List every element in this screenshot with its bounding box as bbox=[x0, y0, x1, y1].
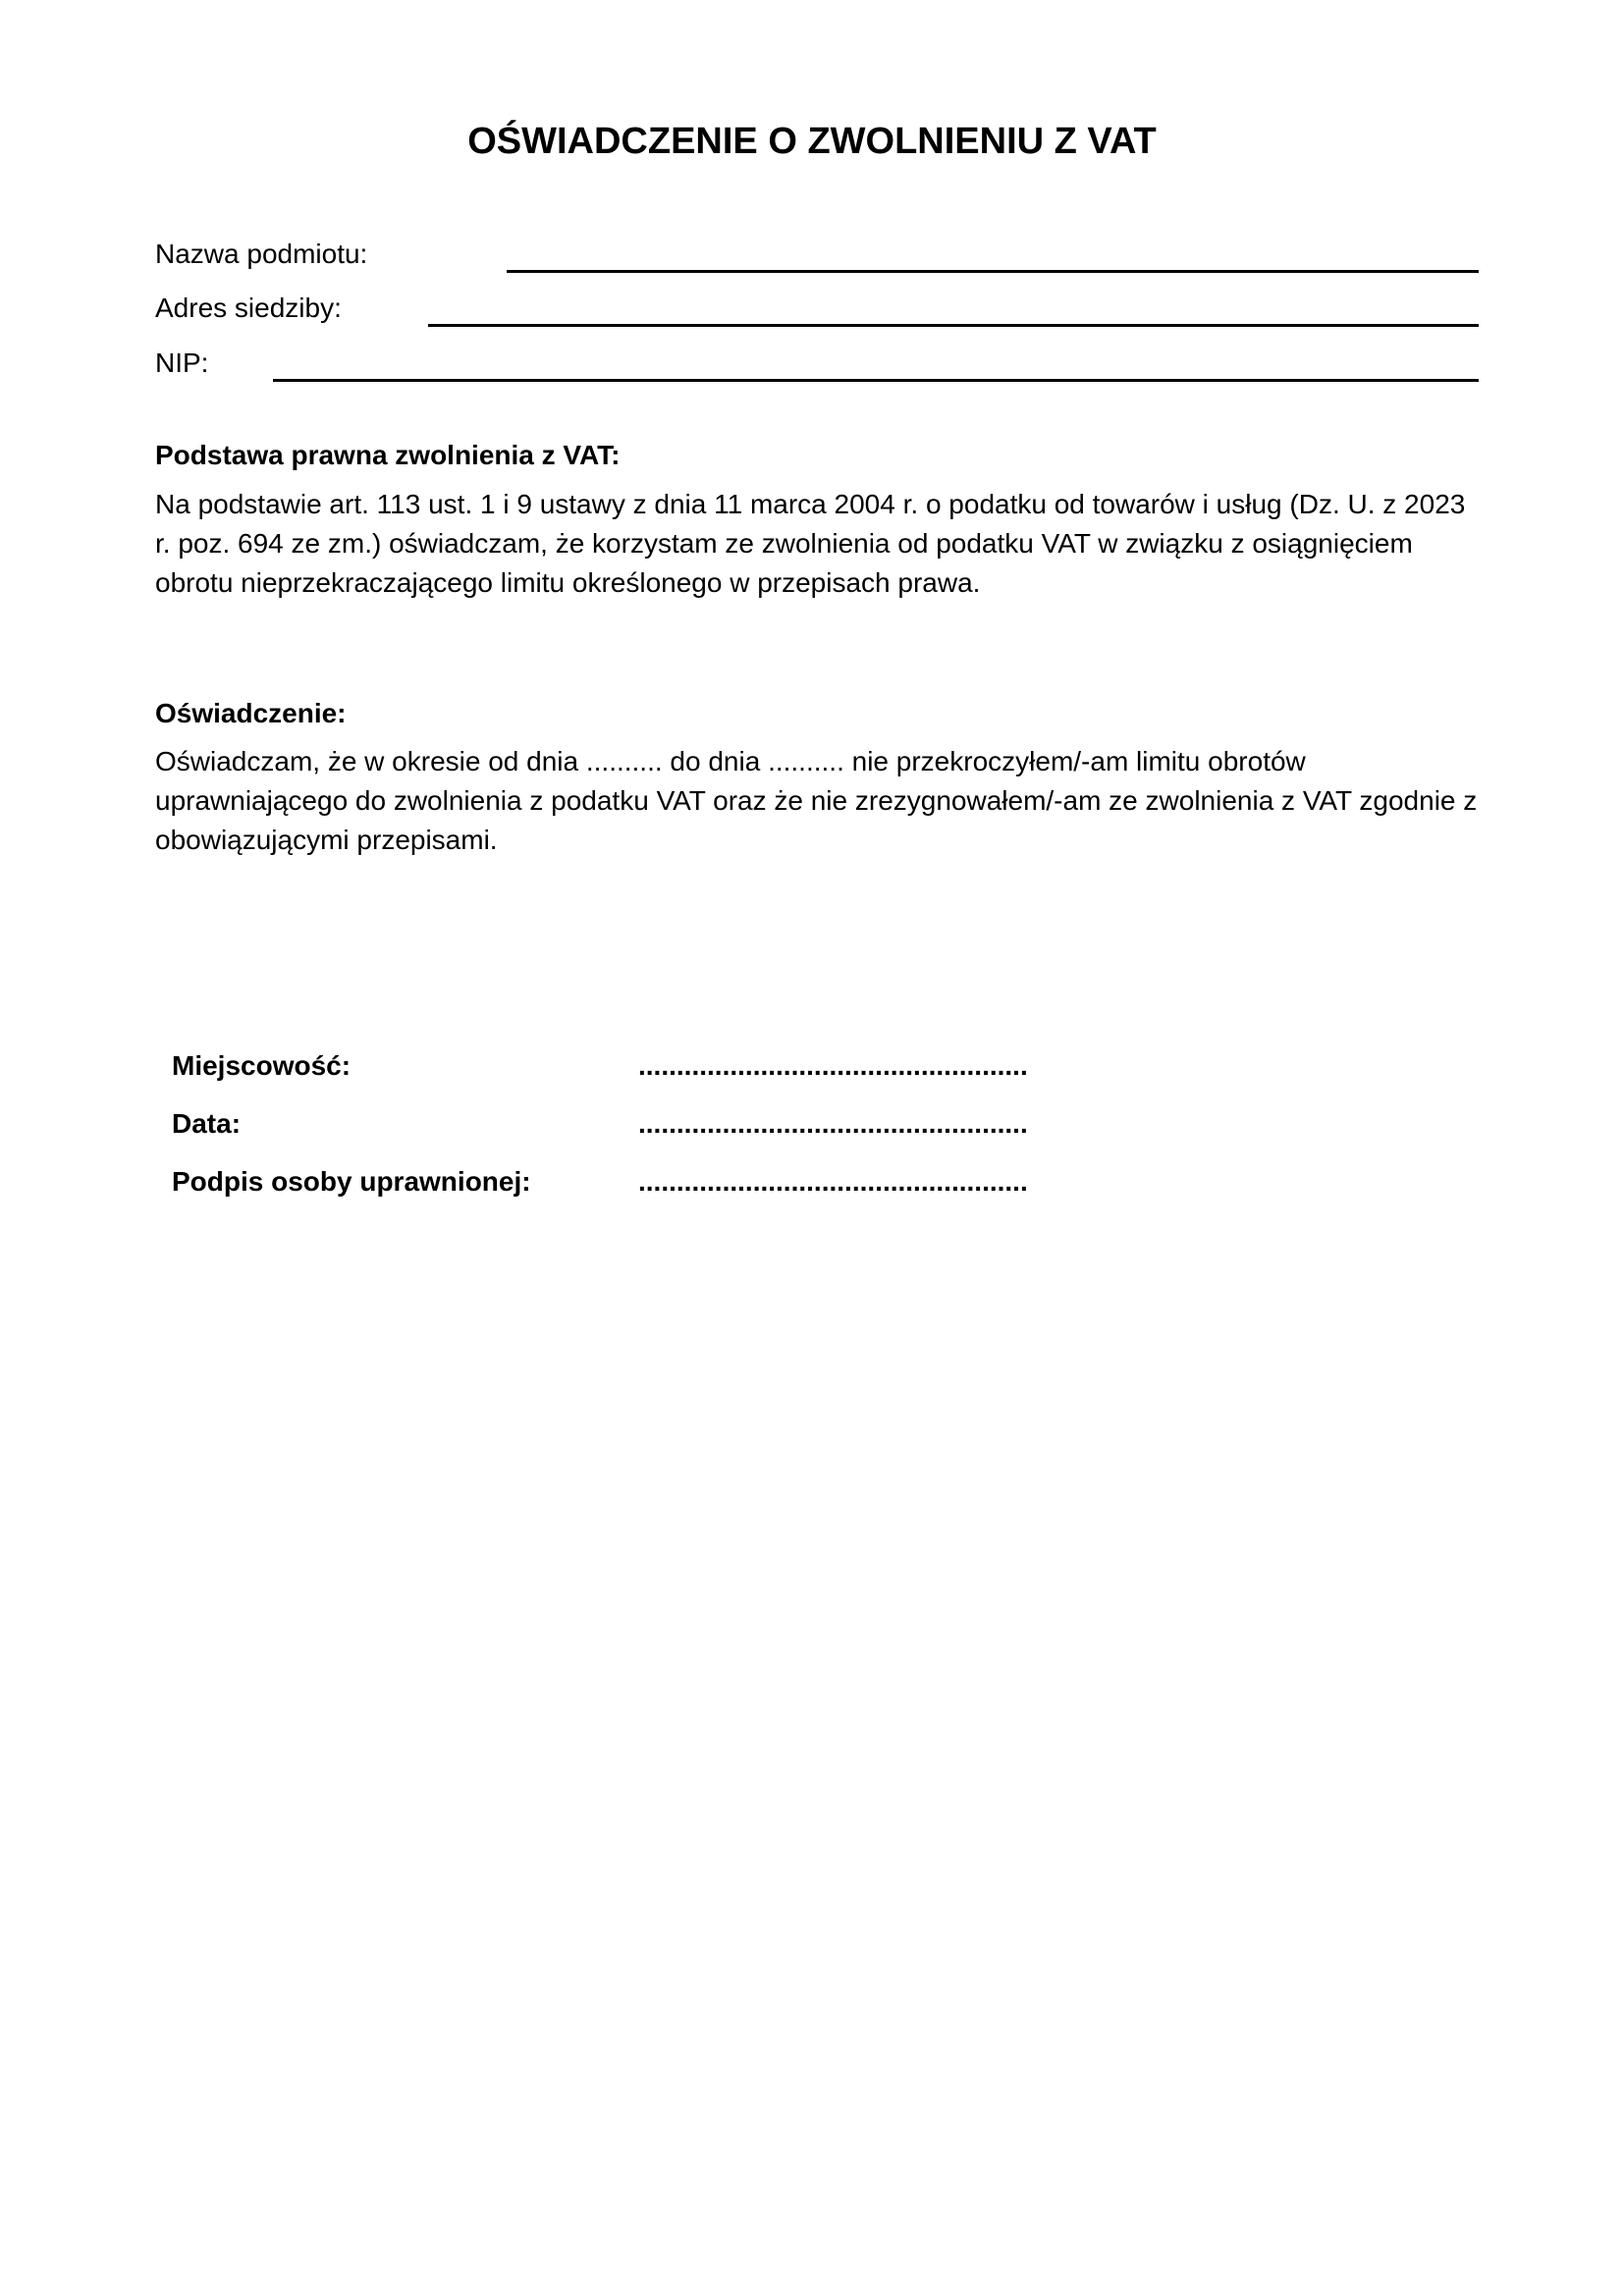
place-dotted-line[interactable]: ................................................... bbox=[638, 1050, 1028, 1081]
signature-label-date: Data: bbox=[172, 1108, 242, 1139]
signature-dotted-line[interactable]: ................................................... bbox=[638, 1166, 1028, 1197]
entity-name-line[interactable] bbox=[507, 270, 1479, 273]
signature-label-authorized-person: Podpis osoby uprawnionej: bbox=[172, 1166, 531, 1197]
legal-basis-text: Na podstawie art. 113 ust. 1 i 9 ustawy z dnia 11 marca 2004 r. o podatku od towarów i usług (Dz. U. z 2023 r. poz. 694 ze zm.) oświadczam, że korzystam ze zwolnienia od podatku VAT w związku z osiągnięciem obrotu nieprzekraczającego limitu określonego w przepisach prawa. bbox=[155, 489, 1466, 598]
legal-basis-heading: Podstawa prawna zwolnienia z VAT: bbox=[155, 440, 621, 470]
field-label-nip: NIP: bbox=[155, 347, 209, 378]
field-label-entity-name: Nazwa podmiotu: bbox=[155, 239, 368, 269]
document-title: OŚWIADCZENIE O ZWOLNIENIU Z VAT bbox=[467, 121, 1157, 162]
statement-heading: Oświadczenie: bbox=[155, 698, 347, 728]
signature-label-place: Miejscowość: bbox=[172, 1050, 352, 1081]
statement-text: Oświadczam, że w okresie od dnia .......... do dnia .......... nie przekroczyłem/-am limitu obrotów uprawniającego do zwolnienia z podatku VAT oraz że nie zrezygnowałem/-am ze zwolnienia z VAT zgodnie z obowiązującymi przepisami. bbox=[155, 746, 1478, 855]
nip-line[interactable] bbox=[273, 379, 1479, 382]
address-line[interactable] bbox=[428, 324, 1479, 327]
field-label-address: Adres siedziby: bbox=[155, 293, 342, 323]
date-dotted-line[interactable]: ................................................... bbox=[638, 1108, 1028, 1139]
